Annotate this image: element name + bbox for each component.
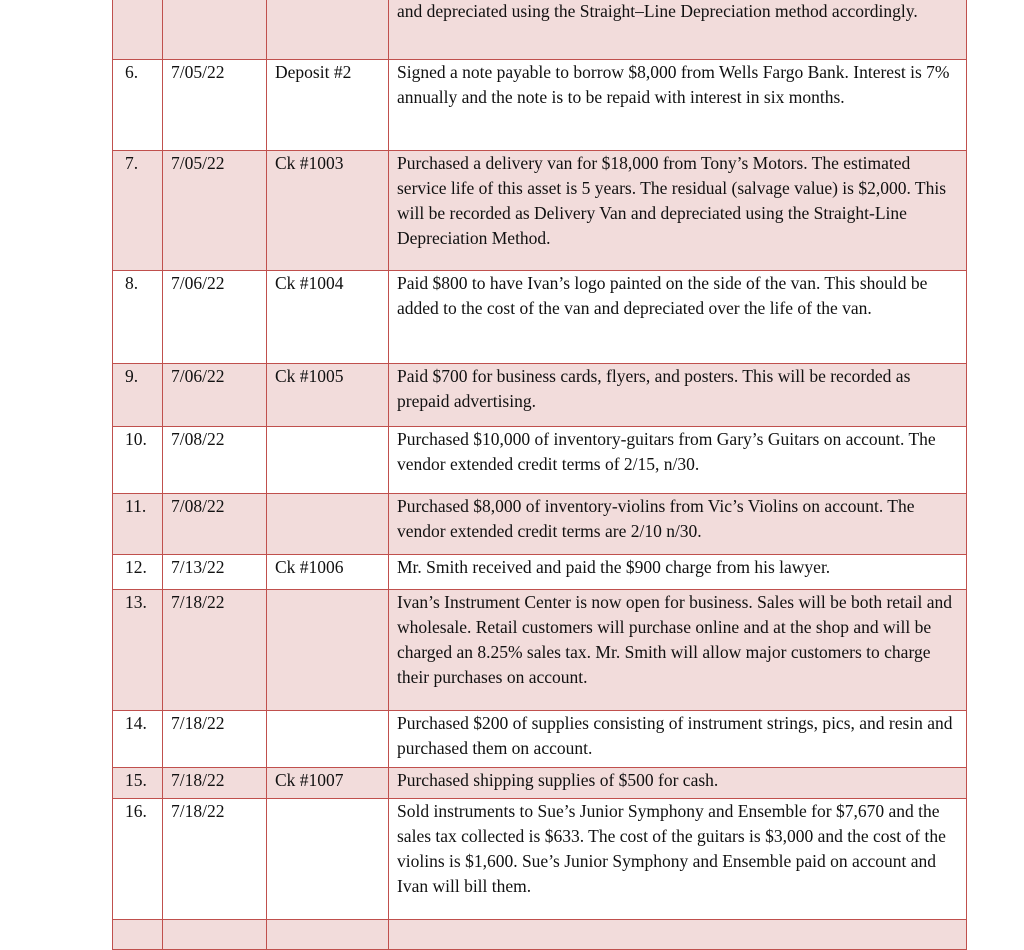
entry-description: Mr. Smith received and paid the $900 charge from his lawyer. — [389, 555, 967, 590]
entry-reference: Deposit #2 — [267, 60, 389, 151]
entry-reference: Ck #1007 — [267, 768, 389, 799]
transactions-body — [113, 0, 967, 950]
entry-description: Signed a note payable to borrow $8,000 from Wells Fargo Bank. Interest is 7% annually and the note is to be repaid with interest in six months. — [389, 60, 967, 151]
entry-description: Ivan’s Instrument Center is now open for business. Sales will be both retail and wholesale. Retail customers will purchase online and at the shop and will be charged an 8.25% sales tax. Mr. Smith will allow major customers to charge their purchases on account. — [389, 590, 967, 711]
entry-number: 13. — [113, 590, 163, 711]
transactions-table — [112, 0, 967, 950]
table-row — [113, 271, 967, 364]
entry-description: Paid $700 for business cards, flyers, and posters. This will be recorded as prepaid advertising. — [389, 364, 967, 427]
entry-description: Purchased $10,000 of inventory-guitars from Gary’s Guitars on account. The vendor extended credit terms of 2/15, n/30. — [389, 427, 967, 494]
entry-date: 7/08/22 — [163, 494, 267, 555]
table-row — [113, 364, 967, 427]
table-row — [113, 711, 967, 768]
table-row — [113, 555, 967, 590]
table-row — [113, 768, 967, 799]
entry-date: 7/06/22 — [163, 271, 267, 364]
entry-reference — [267, 494, 389, 555]
entry-date: 7/13/22 — [163, 555, 267, 590]
entry-description — [389, 920, 967, 950]
entry-number: 16. — [113, 799, 163, 920]
entry-reference: Ck #1005 — [267, 364, 389, 427]
entry-number: 9. — [113, 364, 163, 427]
entry-reference — [267, 920, 389, 950]
entry-reference: Ck #1004 — [267, 271, 389, 364]
entry-reference — [267, 0, 389, 60]
entry-number: 11. — [113, 494, 163, 555]
entry-description: Purchased shipping supplies of $500 for cash. — [389, 768, 967, 799]
entry-date: 7/08/22 — [163, 427, 267, 494]
entry-date: 7/18/22 — [163, 590, 267, 711]
entry-number: 6. — [113, 60, 163, 151]
entry-number: 10. — [113, 427, 163, 494]
entry-date — [163, 0, 267, 60]
entry-description: Purchased $8,000 of inventory-violins from Vic’s Violins on account. The vendor extended credit terms are 2/10 n/30. — [389, 494, 967, 555]
entry-reference: Ck #1006 — [267, 555, 389, 590]
entry-date: 7/18/22 — [163, 799, 267, 920]
entry-description: and depreciated using the Straight–Line Depreciation method accordingly. — [389, 0, 967, 60]
entry-reference: Ck #1003 — [267, 151, 389, 271]
entry-description: Purchased a delivery van for $18,000 from Tony’s Motors. The estimated service life of this asset is 5 years. The residual (salvage value) is $2,000. This will be recorded as Delivery Van and depreciated using the Straight-Line Depreciation Method. — [389, 151, 967, 271]
table-row — [113, 60, 967, 151]
entry-number: 15. — [113, 768, 163, 799]
entry-date — [163, 920, 267, 950]
entry-number — [113, 0, 163, 60]
table-row — [113, 799, 967, 920]
entry-number — [113, 920, 163, 950]
entry-reference — [267, 799, 389, 920]
entry-date: 7/18/22 — [163, 768, 267, 799]
table-row — [113, 590, 967, 711]
entry-description: Purchased $200 of supplies consisting of instrument strings, pics, and resin and purchased them on account. — [389, 711, 967, 768]
entry-date: 7/05/22 — [163, 60, 267, 151]
entry-reference — [267, 427, 389, 494]
entry-date: 7/05/22 — [163, 151, 267, 271]
table-row — [113, 0, 967, 60]
table-row — [113, 427, 967, 494]
entry-reference — [267, 711, 389, 768]
entry-reference — [267, 590, 389, 711]
entry-number: 12. — [113, 555, 163, 590]
entry-description: Paid $800 to have Ivan’s logo painted on the side of the van. This should be added to the cost of the van and depreciated over the life of the van. — [389, 271, 967, 364]
entry-number: 14. — [113, 711, 163, 768]
table-row — [113, 151, 967, 271]
entry-number: 8. — [113, 271, 163, 364]
entry-description: Sold instruments to Sue’s Junior Symphony and Ensemble for $7,670 and the sales tax collected is $633. The cost of the guitars is $3,000 and the cost of the violins is $1,600. Sue’s Junior Symphony and Ensemble paid on account and Ivan will bill them. — [389, 799, 967, 920]
entry-number: 7. — [113, 151, 163, 271]
entry-date: 7/06/22 — [163, 364, 267, 427]
entry-date: 7/18/22 — [163, 711, 267, 768]
table-row — [113, 920, 967, 950]
table-row — [113, 494, 967, 555]
